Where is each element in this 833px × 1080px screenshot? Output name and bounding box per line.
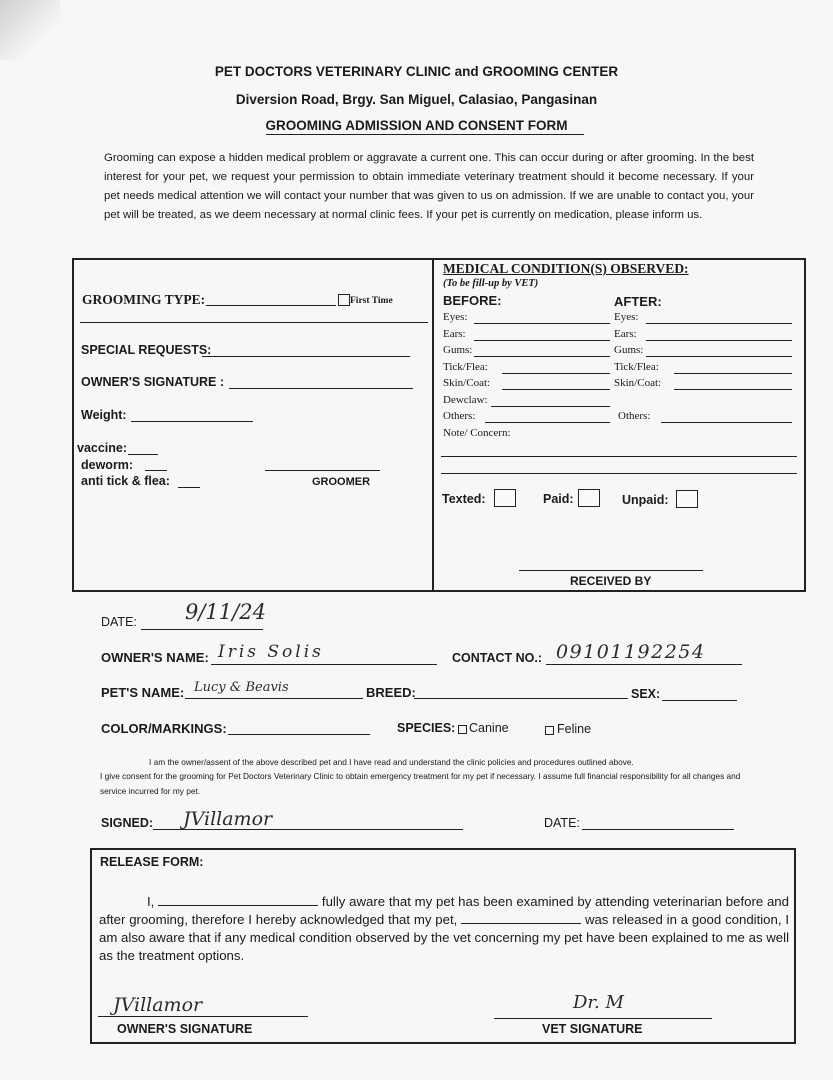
weight-field[interactable] [131, 421, 253, 422]
release-paragraph [99, 893, 789, 965]
medical-title: MEDICAL CONDITION(S) OBSERVED: [443, 261, 689, 276]
before-item-field[interactable] [474, 323, 610, 324]
owner-sig-line[interactable] [98, 1016, 308, 1017]
owner-name-value: Iris Solis [218, 642, 324, 662]
species-label: SPECIES: [397, 721, 456, 735]
pet-name-label: PET'S NAME: [101, 685, 185, 700]
consent-line-2: I give consent for the grooming for Pet Doctors Veterinary Clinic to obtain emergency treatment for my pet if necessary. I assume full financial responsibility for all changes and service incurred for my pet. [100, 771, 741, 796]
texted-checkbox[interactable] [494, 489, 516, 507]
deworm-label: deworm: [81, 458, 134, 472]
after-item-label: Skin/Coat: [614, 377, 662, 389]
before-item-label: Tick/Flea: [443, 360, 488, 373]
grooming-box [72, 258, 806, 592]
after-item-field[interactable] [674, 373, 792, 374]
form-title: GROOMING ADMISSION AND CONSENT FORM [265, 118, 568, 133]
after-label: AFTER: [614, 294, 662, 309]
before-item-field[interactable] [502, 373, 610, 374]
owners-signature-label: OWNER'S SIGNATURE : [81, 375, 225, 389]
consent-date-label: DATE: [544, 816, 580, 830]
after-item-label: Tick/Flea: [614, 360, 659, 373]
after-item-label: Others: [618, 410, 651, 422]
date-field[interactable] [141, 629, 263, 630]
signed-label: SIGNED: [101, 816, 154, 830]
before-item-field[interactable] [474, 340, 610, 341]
intro-paragraph: Grooming can expose a hidden medical problem or aggravate a current one. This can occur during or after grooming. In the best interest for your pet, we request your permission to obtain immediate veterinary treatment should it become necessary. If your pet needs medical attention we will contact your number that was given to us on admission. If we are unable to contact you, your pet will be treated, as we deem necessary at normal clinic fees. If your pet is currently on medication, please inform us. [104, 152, 754, 221]
before-item-label: Dewclaw: [443, 393, 488, 406]
received-by-line[interactable] [519, 570, 703, 571]
paid-checkbox[interactable] [578, 489, 600, 507]
feline-label: Feline [557, 722, 592, 736]
owners-signature-field[interactable] [229, 388, 413, 389]
anti-tick-field[interactable] [178, 487, 200, 488]
release-pet-field[interactable] [461, 911, 581, 924]
note-line-1[interactable] [441, 456, 797, 457]
sex-field[interactable] [662, 700, 737, 701]
before-item-label: Eyes: [443, 311, 468, 323]
color-label: COLOR/MARKINGS: [101, 721, 227, 736]
pet-name-field[interactable] [185, 698, 363, 699]
before-item-label: Others: [443, 410, 476, 422]
release-i: I, [147, 894, 155, 909]
signed-value: JVillamor [183, 808, 273, 830]
before-item-label: Ears: [443, 327, 466, 340]
contact-value: 09101192254 [556, 641, 706, 663]
groomer-line[interactable] [265, 470, 380, 471]
after-item-field[interactable] [674, 389, 792, 390]
before-item-label: Gums: [443, 344, 473, 356]
anti-tick-label: anti tick & flea: [81, 474, 170, 488]
special-requests-field[interactable] [202, 356, 410, 357]
before-item-field[interactable] [491, 406, 610, 407]
date-label: DATE: [101, 615, 137, 629]
feline-checkbox[interactable] [545, 726, 554, 735]
before-item-field[interactable] [474, 356, 610, 357]
unpaid-label: Unpaid: [622, 493, 669, 507]
before-item-field[interactable] [502, 389, 610, 390]
note-line-2[interactable] [441, 473, 797, 474]
consent-line-1: I am the owner/assent of the above described pet and I have read and understand the clinic policies and procedures outlined above. [149, 757, 634, 767]
before-label: BEFORE: [443, 293, 502, 308]
before-item-label: Skin/Coat: [443, 377, 491, 389]
owner-sig-value: JVillamor [113, 994, 203, 1016]
canine-checkbox[interactable] [458, 725, 467, 734]
texted-label: Texted: [442, 492, 486, 506]
sex-label: SEX: [631, 687, 661, 701]
after-item-label: Eyes: [614, 311, 639, 323]
vet-sig-line[interactable] [494, 1018, 712, 1019]
title-underline [266, 134, 584, 135]
clinic-name: PET DOCTORS VETERINARY CLINIC and GROOMING CENTER [214, 64, 619, 79]
paid-label: Paid: [543, 492, 574, 506]
contact-label: CONTACT NO.: [452, 651, 543, 665]
release-name-field[interactable] [158, 893, 318, 906]
grooming-type-field[interactable] [206, 305, 336, 306]
grooming-type-label: GROOMING TYPE: [82, 292, 206, 307]
date-value: 9/11/24 [185, 600, 266, 624]
contact-field[interactable] [546, 664, 742, 665]
release-text-2: was released in a good condition, I am also aware that if any medical condition observed by the vet concerning my pet have been explained to me as well as the treatment options. [99, 912, 789, 963]
vet-sig-label: VET SIGNATURE [542, 1022, 643, 1036]
color-field[interactable] [228, 734, 370, 735]
grooming-type-line2[interactable] [80, 322, 428, 323]
clinic-address: Diversion Road, Brgy. San Miguel, Calasiao, Pangasinan [235, 92, 598, 107]
after-item-label: Ears: [614, 327, 637, 340]
weight-label: Weight: [81, 408, 127, 422]
first-time-label: First Time [350, 296, 393, 306]
groomer-label: GROOMER [312, 476, 371, 488]
vaccine-label: vaccine: [77, 441, 128, 455]
first-time-checkbox[interactable] [338, 294, 350, 306]
box-divider [432, 258, 434, 592]
vet-sig-value: Dr. M [573, 992, 624, 1013]
special-requests-label: SPECIAL REQUESTS: [81, 343, 212, 357]
after-item-field[interactable] [646, 356, 792, 357]
breed-label: BREED: [366, 685, 416, 700]
release-text-1: fully aware that my pet has been examined by attending veterinarian before and after grooming, therefore I hereby acknowledged that my pet, [99, 894, 789, 927]
after-item-field[interactable] [661, 422, 792, 423]
before-item-field[interactable] [485, 422, 610, 423]
received-by-label: RECEIVED BY [570, 574, 652, 588]
after-item-label: Gums: [614, 344, 644, 356]
deworm-field[interactable] [145, 470, 167, 471]
unpaid-checkbox[interactable] [676, 490, 698, 508]
after-item-field[interactable] [646, 323, 792, 324]
vaccine-field[interactable] [128, 454, 158, 455]
owner-name-field[interactable] [211, 664, 437, 665]
note-label: Note/ Concern: [443, 427, 511, 439]
after-item-field[interactable] [646, 340, 792, 341]
medical-subtitle: (To be fill-up by VET) [443, 278, 539, 289]
release-title: RELEASE FORM: [100, 855, 204, 869]
owner-sig-label: OWNER'S SIGNATURE [117, 1022, 253, 1036]
consent-date-field[interactable] [582, 829, 734, 830]
owner-name-label: OWNER'S NAME: [101, 650, 209, 665]
canine-label: Canine [469, 721, 509, 735]
pet-name-value: Lucy & Beavis [194, 680, 289, 695]
scan-shadow [0, 0, 60, 60]
breed-field[interactable] [414, 698, 628, 699]
